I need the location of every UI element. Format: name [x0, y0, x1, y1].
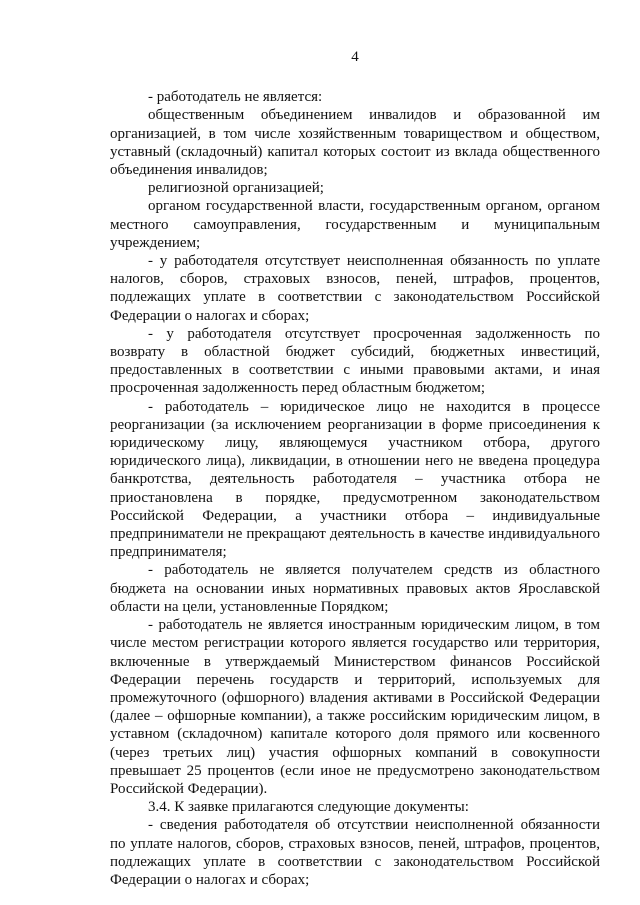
- paragraph-disabled-association: общественным объединением инвалидов и образованной им организацией, в том числе хозяйственным товариществом и обществом, уставный (складочный) капитал которых состоит из вклада общественного объединения инвалидов;: [110, 107, 600, 179]
- paragraph-no-budget-debt: - у работодателя отсутствует просроченная задолженность по возврату в областной бюджет субсидий, бюджетных инвестиций, предоставленных в соответствии с иными правовыми актами, и иная просроченная задолженность перед областным бюджетом;: [110, 325, 600, 397]
- paragraph-religious-org: религиозной организацией;: [148, 180, 324, 197]
- paragraph-section-3-4: 3.4. К заявке прилагаются следующие документы:: [148, 799, 469, 816]
- paragraph-no-reorganization: - работодатель – юридическое лицо не находится в процессе реорганизации (за исключением реорганизации в форме присоединения к юридическому лицу, являющемуся участником отбора, другого юридического лица), ликвидации, в отношении него не введена процедура банкротства, деятельность работодателя – участника отбора не приостановлена в порядке, предусмотренном законодательством Российской Федерации, а участники отбора – индивидуальные предприниматели не прекращают деятельность в качестве индивидуального предпринимателя;: [110, 398, 600, 561]
- paragraph-state-body: органом государственной власти, государственным органом, органом местного самоуправления, государственным и муниципальным учреждением;: [110, 198, 600, 251]
- paragraph-employer-not: - работодатель не является:: [148, 89, 323, 106]
- paragraph-no-tax-debt: - у работодателя отсутствует неисполненная обязанность по уплате налогов, сборов, страховых взносов, пеней, штрафов, процентов, подлежащих уплате в соответствии с законодательством Российской Федерации о налогах и сборах;: [110, 253, 600, 324]
- page-number: 4: [351, 49, 359, 65]
- paragraph-not-recipient: - работодатель не является получателем средств из областного бюджета на основании иных нормативных правовых актов Ярославской области на цели, установленные Порядком;: [110, 562, 600, 615]
- paragraph-not-foreign-entity: - работодатель не является иностранным юридическим лицом, в том числе местом регистрации которого является государство или территория, включенные в утверждаемый Министерством финансов Российской Федерации перечень государств и территорий, используемых для промежуточного (офшорного) владения активами в Российской Федерации (далее – офшорные компании), а также российским юридическим лицом, в уставном (складочном) капитале которого доля прямого или косвенного (через третьих лиц) участия офшорных компаний в совокупности превышает 25 процентов (если иное не предусмотрено законодательством Российской Федерации).: [110, 617, 600, 797]
- paragraph-tax-info-document: - сведения работодателя об отсутствии неисполненной обязанности по уплате налогов, сборов, страховых взносов, пеней, штрафов, процентов, подлежащих уплате в соответствии с законодательством Российской Федерации о налогах и сборах;: [110, 817, 600, 888]
